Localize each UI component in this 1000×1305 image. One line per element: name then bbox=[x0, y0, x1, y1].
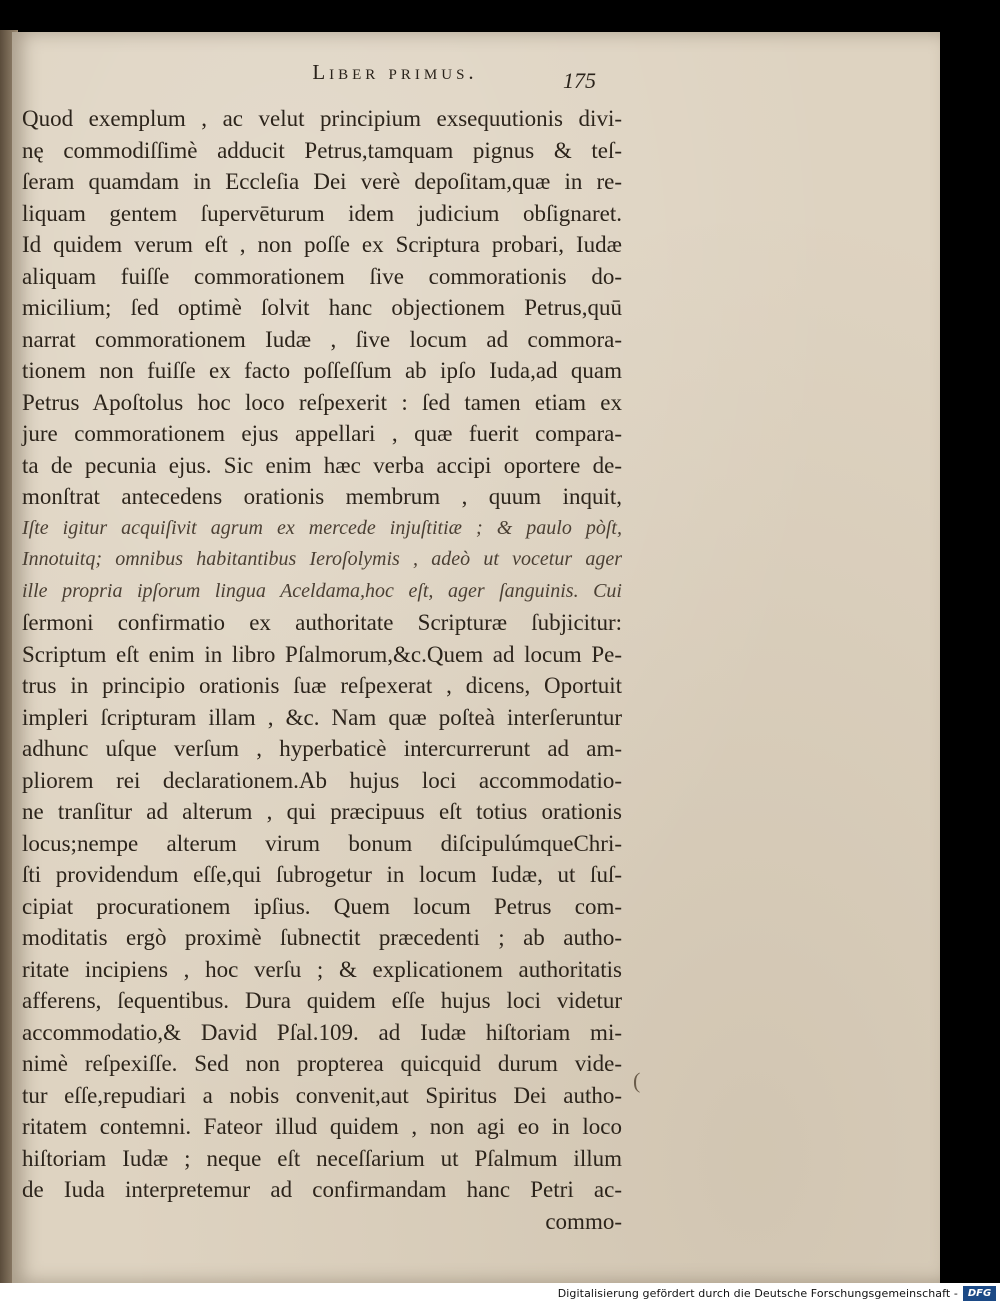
text-line: afferens, ſequentibus. Dura quidem eſſe hujus loci videtur bbox=[22, 988, 622, 1013]
margin-mark: ( bbox=[633, 1068, 641, 1093]
text-line: Innotuitq; omnibus habitantibus Ieroſolymis , adeò ut vocetur ager bbox=[22, 548, 622, 570]
text-line: monſtrat antecedens orationis membrum , quum inquit, bbox=[22, 484, 622, 509]
text-line: impleri ſcripturam illam , &c. Nam quæ poſteà interſeruntur bbox=[22, 704, 622, 730]
text-line: ritate incipiens , hoc verſu ; & explicationem authoritatis bbox=[22, 956, 622, 982]
text-line: accommodatio,& David Pſal.109. ad Iudæ hiſtoriam mi- bbox=[22, 1019, 622, 1045]
text-line: trus in principio orationis ſuæ reſpexerat , dicens, Oportuit bbox=[22, 673, 622, 698]
text-line: liquam gentem ſupervēturum idem judicium obſignaret. bbox=[22, 200, 622, 226]
text-line: cipiat procurationem ipſius. Quem locum Petrus com- bbox=[22, 893, 622, 919]
text-line: locus;nempe alterum virum bonum diſcipulúmqueChri- bbox=[22, 830, 622, 856]
text-line: moditatis ergò proximè ſubnectit præcedenti ; ab autho- bbox=[22, 925, 622, 950]
text-line: ta de pecunia ejus. Sic enim hæc verba accipi oportere de- bbox=[22, 452, 622, 478]
text-line: Petrus Apoſtolus hoc loco reſpexerit : ſed tamen etiam ex bbox=[22, 389, 622, 415]
text-line: ſermoni confirmatio ex authoritate Scripturæ ſubjicitur: bbox=[22, 610, 622, 635]
running-head: Liber primus. bbox=[312, 60, 478, 84]
catchword: commo- bbox=[545, 1208, 622, 1234]
text-line: ſeram quamdam in Eccleſia Dei verè depoſitam,quæ in re- bbox=[22, 169, 622, 194]
text-line: adhunc uſque verſum , hyperbaticè intercurrerunt ad am- bbox=[22, 736, 622, 761]
text-line: tur eſſe,repudiari a nobis convenit,aut Spiritus Dei autho- bbox=[22, 1082, 622, 1108]
text-line: Id quidem verum eſt , non poſſe ex Scriptura probari, Iudæ bbox=[22, 232, 622, 257]
text-line: Scriptum eſt enim in libro Pſalmorum,&c.Quem ad locum Pe- bbox=[22, 641, 622, 667]
text-line: narrat commorationem Iudæ , ſive locum ad commora- bbox=[22, 326, 622, 352]
text-line: Quod exemplum , ac velut principium exsequutionis divi- bbox=[22, 106, 622, 131]
text-line: Iſte igitur acquiſivit agrum ex mercede injuſtitiæ ; & paulo pòſt, bbox=[22, 516, 622, 539]
text-line: tionem non fuiſſe ex facto poſſeſſum ab ipſo Iuda,ad quam bbox=[22, 358, 622, 383]
dfg-logo: DFG bbox=[963, 1286, 996, 1301]
text-line: ne tranſitur ad alterum , qui præcipuus eſt totius orationis bbox=[22, 799, 622, 824]
text-line: ſti providendum eſſe,qui ſubrogetur in locum Iudæ, ut ſuſ- bbox=[22, 862, 622, 887]
text-line: jure commorationem ejus appellari , quæ fuerit compara- bbox=[22, 421, 622, 446]
footer-bar bbox=[0, 1283, 1000, 1305]
footer-credit: Digitalisierung gefördert durch die Deutsche Forschungsgemeinschaft - bbox=[557, 1287, 958, 1300]
text-line: pliorem rei declarationem.Ab hujus loci accommodatio- bbox=[22, 767, 622, 793]
text-block bbox=[22, 103, 622, 1237]
text-line: ille propria ipſorum lingua Aceldama,hoc eſt, ager ſanguinis. Cui bbox=[22, 579, 622, 602]
page-number: 175 bbox=[563, 68, 596, 93]
text-line: hiſtoriam Iudæ ; neque eſt neceſſarium ut Pſalmum illum bbox=[22, 1145, 622, 1171]
text-line: nę commodiſſimè adducit Petrus,tamquam pignus & teſ- bbox=[22, 137, 622, 163]
text-line: nimè reſpexiſſe. Sed non propterea quicquid durum vide- bbox=[22, 1051, 622, 1076]
text-line: de Iuda interpretemur ad confirmandam hanc Petri ac- bbox=[22, 1177, 622, 1202]
text-line: aliquam fuiſſe commorationem ſive commorationis do- bbox=[22, 263, 622, 289]
text-line: micilium; ſed optimè ſolvit hanc objectionem Petrus,quū bbox=[22, 295, 622, 320]
text-line: ritatem contemni. Fateor illud quidem , non agi eo in loco bbox=[22, 1114, 622, 1139]
